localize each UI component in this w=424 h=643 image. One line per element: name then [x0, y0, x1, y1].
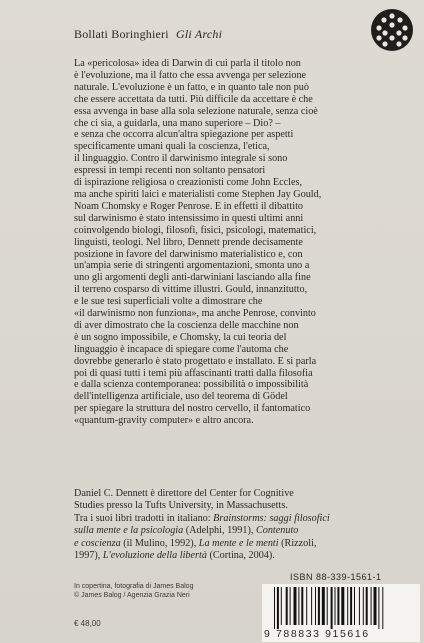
bio-line — [74, 550, 394, 562]
book-title: e coscienza — [74, 537, 121, 549]
blurb-line: il linguaggio. Contro il darwinismo integrale si sono — [74, 153, 288, 165]
bio-line — [74, 538, 394, 550]
blurb-text — [74, 58, 380, 427]
cover-credits — [74, 582, 193, 600]
blurb-line: «il darwinismo non funziona», ma anche Penrose, convinto — [74, 308, 316, 320]
price-label: € 48,00 — [74, 619, 101, 628]
blurb-line: dovrebbe generarlo è stato progettato e installato. E si parla — [74, 355, 317, 367]
barcode-icon — [272, 587, 412, 629]
barcode-area — [262, 584, 420, 642]
barcode-digits: 9 788833 915616 — [264, 628, 370, 640]
copyright-line: © James Balog / Agenzia Grazia Neri — [74, 592, 190, 599]
blurb-line: che ci sia, a guidarla, una mano superiore – Dio? – — [74, 117, 281, 129]
blurb-line: La «pericolosa» idea di Darwin di cui parla il titolo non — [74, 58, 301, 69]
blurb-line: un'ampia serie di stringenti argomentazioni, smonta uno a — [74, 260, 310, 272]
book-title: Contenuto — [255, 525, 299, 537]
author-bio — [74, 488, 394, 562]
bio-text: 1997), — [74, 550, 103, 562]
book-title: sulla mente e la psicologia — [74, 525, 184, 537]
blurb-line: il terreno cosparso di vittime illustri. Gould, innanzitutto, — [74, 284, 308, 296]
blurb-line: specificamente umani quali la coscienza, l'etica, — [74, 141, 270, 153]
bio-text: (Rizzoli, — [278, 537, 317, 549]
book-title: La mente e le menti — [198, 537, 279, 549]
bio-line — [74, 525, 394, 537]
series-name: Gli Archi — [176, 27, 223, 41]
blurb-line: linguisti, teologi. Nel libro, Dennett prende decisamente — [74, 236, 303, 248]
bio-text: (Adelphi, 1991), — [183, 525, 256, 537]
bio-text: (Cortina, 2004). — [206, 550, 275, 562]
blurb-line: è un sogno impossibile, e Chomsky, la cui teoria del — [74, 331, 287, 343]
book-title: L'evoluzione della libertà — [102, 550, 207, 562]
blurb-line: è l'evoluzione, ma il fatto che essa avvenga per selezione — [74, 69, 307, 81]
bio-text: Tra i suoi libri tradotti in italiano: — [74, 512, 214, 524]
blurb-line: che essere accettata da tutti. Più difficile da accettare è che — [74, 93, 313, 105]
blurb-line: ma anche spiriti laici e materialisti come Stephen Jay Gould, — [74, 188, 322, 200]
bio-line: Daniel C. Dennett è direttore del Center for Cognitive — [74, 488, 294, 499]
cover-credit-line: In copertina, fotografia di James Balog — [74, 583, 194, 590]
blurb-line: coinvolgendo biologi, filosofi, fisici, psicologi, matematici, — [74, 224, 317, 236]
blurb-line: e le sue tesi superficiali volte a dimostrare che — [74, 296, 263, 308]
blurb-line: poi di quasi tutti i temi più affascinanti tratti dalla filosofia — [74, 367, 313, 379]
blurb-line: «quantum-gravity computer» e altro ancora. — [74, 415, 254, 427]
blurb-line: uno gli argomenti degli anti-darwiniani lasciando alla fine — [74, 272, 311, 284]
blurb-line: per spiegare la struttura del nostro cervello, il fantomatico — [74, 403, 311, 415]
bio-line — [74, 513, 394, 525]
blurb-line: sul darwinismo è stato intensissimo in questi ultimi anni — [74, 212, 304, 224]
blurb-line: posizione in favore del darwinismo materialistico e, con — [74, 248, 303, 260]
book-title: Brainstorms: saggi filosofici — [213, 512, 330, 524]
blurb-line: essa avvenga in base alla sola selezione naturale, senza cioè — [74, 105, 318, 117]
blurb-line: linguaggio è incapace di spiegare come l'automa che — [74, 343, 289, 355]
bio-text: (il Mulino, 1992), — [120, 537, 199, 549]
blurb-line: espressi in tempi recenti non soltanto pensatori — [74, 165, 266, 177]
bio-line: Studies presso la Tufts University, in Massachusetts. — [74, 500, 288, 512]
blurb-line: di aver dimostrato che la coscienza delle macchine non — [74, 319, 299, 331]
publisher-name: Bollati Boringhieri — [74, 27, 169, 41]
isbn-label: ISBN 88-339-1561-1 — [290, 572, 382, 582]
publisher-header — [74, 27, 222, 42]
blurb-line: Noam Chomsky e Roger Penrose. E in effetti il dibattito — [74, 200, 303, 212]
blurb-line: e senza che occorra alcun'altra spiegazione per aspetti — [74, 129, 294, 141]
blurb-line: dell'intelligenza artificiale, uso del teorema di Gödel — [74, 391, 288, 403]
blurb-line: naturale. L'evoluzione è un fatto, e in quanto tale non può — [74, 81, 309, 93]
publisher-logo-icon — [370, 8, 414, 52]
blurb-line: di ispirazione religiosa o creazionisti come John Eccles, — [74, 177, 303, 189]
blurb-line: e dalla scienza contemporanea: possibilità o impossibilità — [74, 379, 309, 391]
